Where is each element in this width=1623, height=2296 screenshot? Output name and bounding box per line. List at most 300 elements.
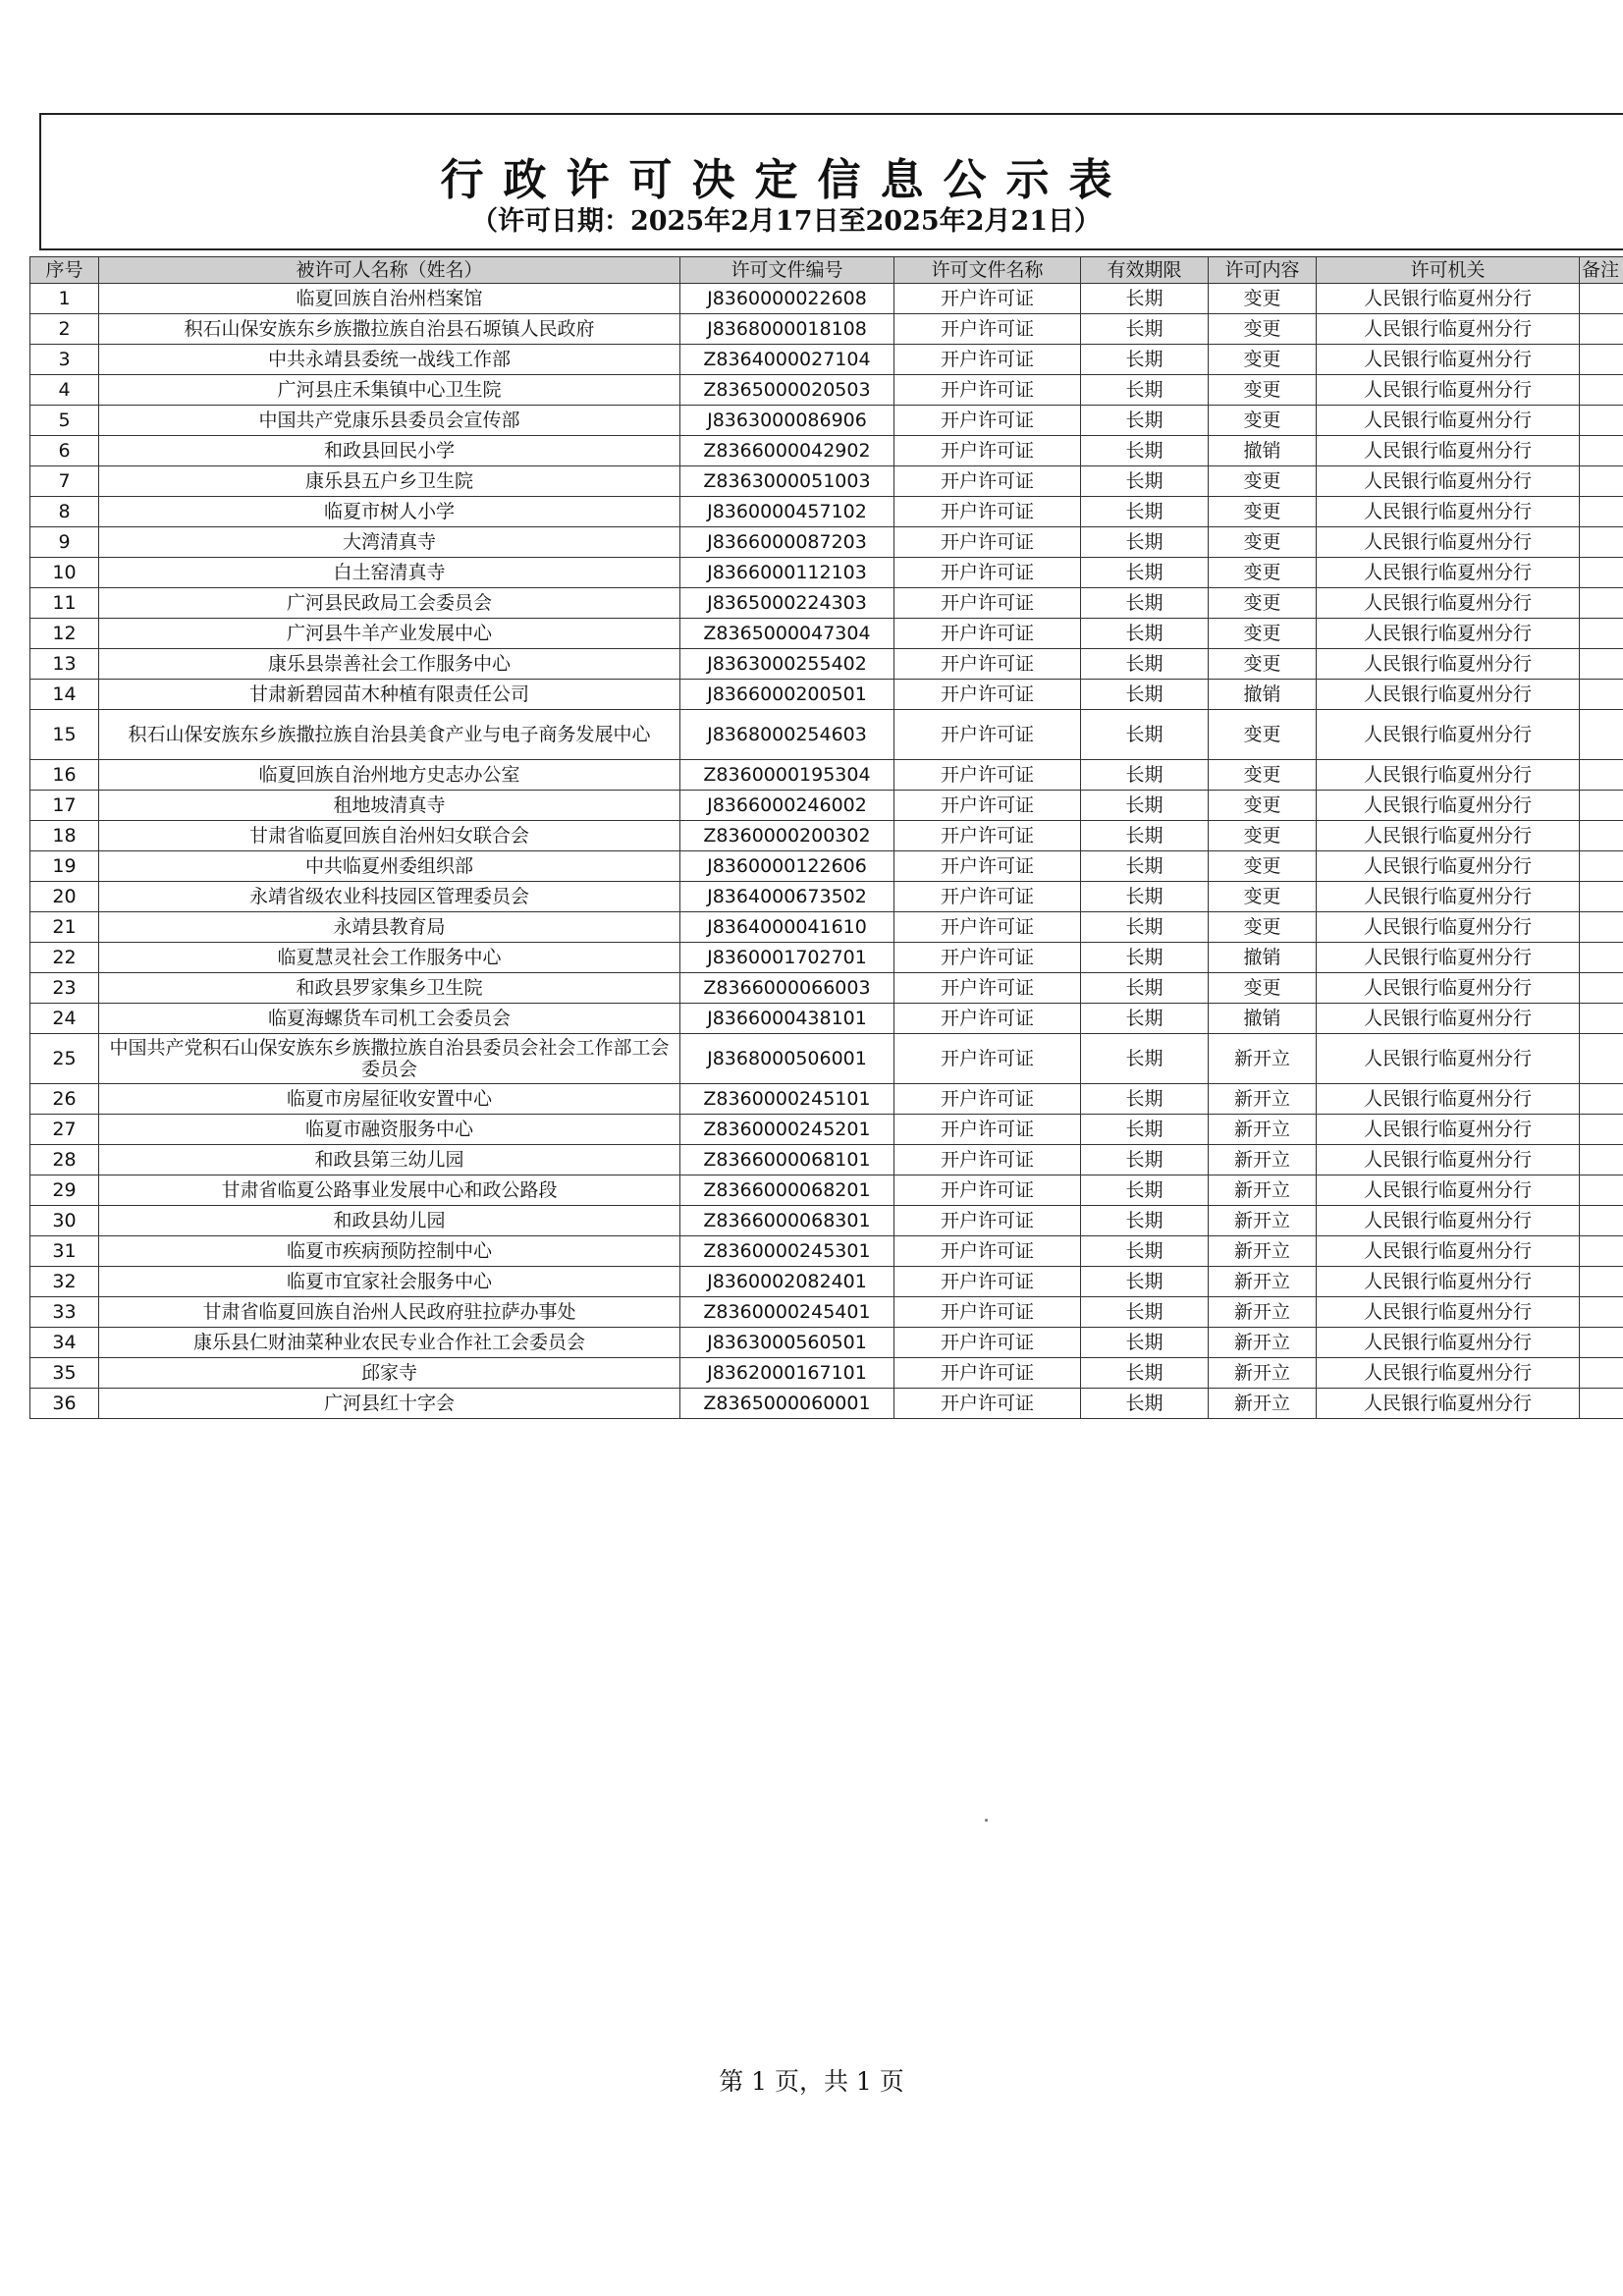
cell-content: 新开立 bbox=[1209, 1115, 1317, 1145]
cell-content: 新开立 bbox=[1209, 1236, 1317, 1267]
cell-no: 4 bbox=[30, 375, 99, 406]
cell-name: 临夏市房屋征收安置中心 bbox=[99, 1084, 680, 1115]
cell-code: J8360002082401 bbox=[680, 1267, 894, 1297]
header-authority: 许可机关 bbox=[1317, 257, 1580, 284]
page-footer: 第 1 页，共 1 页 bbox=[719, 2067, 904, 2096]
cell-authority: 人民银行临夏州分行 bbox=[1317, 284, 1580, 314]
cell-note bbox=[1580, 1175, 1623, 1206]
cell-note bbox=[1580, 1145, 1623, 1175]
cell-doc: 开户许可证 bbox=[894, 619, 1081, 649]
title-frame bbox=[39, 113, 1623, 250]
cell-term: 长期 bbox=[1081, 710, 1209, 760]
cell-content: 新开立 bbox=[1209, 1267, 1317, 1297]
table-row bbox=[30, 345, 1623, 375]
table-row bbox=[30, 466, 1623, 497]
cell-authority: 人民银行临夏州分行 bbox=[1317, 527, 1580, 558]
cell-no: 19 bbox=[30, 851, 99, 882]
cell-name: 广河县庄禾集镇中心卫生院 bbox=[99, 375, 680, 406]
cell-name: 白土窑清真寺 bbox=[99, 558, 680, 588]
cell-doc: 开户许可证 bbox=[894, 497, 1081, 527]
cell-no: 8 bbox=[30, 497, 99, 527]
cell-doc: 开户许可证 bbox=[894, 284, 1081, 314]
cell-note bbox=[1580, 588, 1623, 619]
cell-name: 和政县第三幼儿园 bbox=[99, 1145, 680, 1175]
cell-note bbox=[1580, 436, 1623, 466]
cell-note bbox=[1580, 851, 1623, 882]
cell-authority: 人民银行临夏州分行 bbox=[1317, 1175, 1580, 1206]
table-row bbox=[30, 1034, 1623, 1084]
cell-term: 长期 bbox=[1081, 1206, 1209, 1236]
cell-content: 变更 bbox=[1209, 558, 1317, 588]
cell-term: 长期 bbox=[1081, 1175, 1209, 1206]
table-row bbox=[30, 1145, 1623, 1175]
cell-note bbox=[1580, 1297, 1623, 1328]
cell-authority: 人民银行临夏州分行 bbox=[1317, 1206, 1580, 1236]
cell-no: 16 bbox=[30, 760, 99, 791]
cell-code: J8366000112103 bbox=[680, 558, 894, 588]
cell-term: 长期 bbox=[1081, 851, 1209, 882]
cell-name: 甘肃省临夏回族自治州人民政府驻拉萨办事处 bbox=[99, 1297, 680, 1328]
cell-authority: 人民银行临夏州分行 bbox=[1317, 649, 1580, 680]
table-row bbox=[30, 1115, 1623, 1145]
cell-term: 长期 bbox=[1081, 1358, 1209, 1389]
cell-term: 长期 bbox=[1081, 527, 1209, 558]
table-row bbox=[30, 821, 1623, 851]
cell-name: 邱家寺 bbox=[99, 1358, 680, 1389]
cell-name: 临夏市宜家社会服务中心 bbox=[99, 1267, 680, 1297]
cell-no: 33 bbox=[30, 1297, 99, 1328]
cell-code: J8366000246002 bbox=[680, 791, 894, 821]
cell-term: 长期 bbox=[1081, 791, 1209, 821]
cell-no: 12 bbox=[30, 619, 99, 649]
table-row bbox=[30, 588, 1623, 619]
cell-code: Z8365000047304 bbox=[680, 619, 894, 649]
cell-authority: 人民银行临夏州分行 bbox=[1317, 497, 1580, 527]
cell-code: J8365000224303 bbox=[680, 588, 894, 619]
table-row bbox=[30, 497, 1623, 527]
cell-code: J8368000254603 bbox=[680, 710, 894, 760]
cell-name: 甘肃新碧园苗木种植有限责任公司 bbox=[99, 680, 680, 710]
cell-authority: 人民银行临夏州分行 bbox=[1317, 1004, 1580, 1034]
cell-doc: 开户许可证 bbox=[894, 1206, 1081, 1236]
cell-code: J8363000255402 bbox=[680, 649, 894, 680]
cell-term: 长期 bbox=[1081, 760, 1209, 791]
cell-no: 27 bbox=[30, 1115, 99, 1145]
cell-term: 长期 bbox=[1081, 912, 1209, 943]
cell-no: 5 bbox=[30, 406, 99, 436]
cell-name: 康乐县仁财油菜种业农民专业合作社工会委员会 bbox=[99, 1328, 680, 1358]
cell-code: J8364000041610 bbox=[680, 912, 894, 943]
cell-content: 新开立 bbox=[1209, 1389, 1317, 1419]
cell-doc: 开户许可证 bbox=[894, 588, 1081, 619]
cell-content: 新开立 bbox=[1209, 1297, 1317, 1328]
table-row bbox=[30, 973, 1623, 1004]
cell-note bbox=[1580, 1236, 1623, 1267]
cell-no: 26 bbox=[30, 1084, 99, 1115]
table-row bbox=[30, 851, 1623, 882]
cell-content: 撤销 bbox=[1209, 1004, 1317, 1034]
cell-code: Z8360000200302 bbox=[680, 821, 894, 851]
cell-name: 中共临夏州委组织部 bbox=[99, 851, 680, 882]
cell-name: 临夏市融资服务中心 bbox=[99, 1115, 680, 1145]
table-row bbox=[30, 436, 1623, 466]
cell-code: J8363000560501 bbox=[680, 1328, 894, 1358]
cell-authority: 人民银行临夏州分行 bbox=[1317, 791, 1580, 821]
cell-note bbox=[1580, 619, 1623, 649]
cell-code: Z8366000068101 bbox=[680, 1145, 894, 1175]
cell-name: 积石山保安族东乡族撒拉族自治县美食产业与电子商务发展中心 bbox=[99, 710, 680, 760]
cell-content: 变更 bbox=[1209, 760, 1317, 791]
cell-authority: 人民银行临夏州分行 bbox=[1317, 1328, 1580, 1358]
cell-no: 2 bbox=[30, 314, 99, 345]
table-row bbox=[30, 375, 1623, 406]
cell-doc: 开户许可证 bbox=[894, 1358, 1081, 1389]
cell-note bbox=[1580, 680, 1623, 710]
cell-doc: 开户许可证 bbox=[894, 1389, 1081, 1419]
cell-content: 变更 bbox=[1209, 406, 1317, 436]
document-title: 行政许可决定信息公示表 bbox=[440, 155, 1132, 205]
header-term: 有效期限 bbox=[1081, 257, 1209, 284]
cell-authority: 人民银行临夏州分行 bbox=[1317, 1267, 1580, 1297]
cell-content: 变更 bbox=[1209, 912, 1317, 943]
cell-authority: 人民银行临夏州分行 bbox=[1317, 1358, 1580, 1389]
table-row bbox=[30, 882, 1623, 912]
cell-code: Z8366000042902 bbox=[680, 436, 894, 466]
cell-term: 长期 bbox=[1081, 436, 1209, 466]
cell-note bbox=[1580, 1115, 1623, 1145]
cell-note bbox=[1580, 406, 1623, 436]
cell-term: 长期 bbox=[1081, 619, 1209, 649]
cell-content: 变更 bbox=[1209, 527, 1317, 558]
cell-content: 变更 bbox=[1209, 588, 1317, 619]
cell-code: J8360000457102 bbox=[680, 497, 894, 527]
cell-code: J8364000673502 bbox=[680, 882, 894, 912]
cell-note bbox=[1580, 1084, 1623, 1115]
scan-speck bbox=[985, 1819, 988, 1822]
table-row bbox=[30, 1206, 1623, 1236]
cell-name: 甘肃省临夏回族自治州妇女联合会 bbox=[99, 821, 680, 851]
cell-no: 21 bbox=[30, 912, 99, 943]
cell-name: 租地坡清真寺 bbox=[99, 791, 680, 821]
cell-name: 中国共产党积石山保安族东乡族撒拉族自治县委员会社会工作部工会委员会 bbox=[99, 1034, 680, 1084]
cell-term: 长期 bbox=[1081, 649, 1209, 680]
cell-doc: 开户许可证 bbox=[894, 821, 1081, 851]
cell-code: J8363000086906 bbox=[680, 406, 894, 436]
table-row bbox=[30, 791, 1623, 821]
table-row bbox=[30, 619, 1623, 649]
cell-name: 临夏回族自治州地方史志办公室 bbox=[99, 760, 680, 791]
cell-authority: 人民银行临夏州分行 bbox=[1317, 314, 1580, 345]
table-header-row bbox=[30, 257, 1623, 284]
cell-name: 临夏海螺货车司机工会委员会 bbox=[99, 1004, 680, 1034]
cell-code: Z8365000020503 bbox=[680, 375, 894, 406]
cell-authority: 人民银行临夏州分行 bbox=[1317, 821, 1580, 851]
cell-no: 13 bbox=[30, 649, 99, 680]
cell-note bbox=[1580, 1358, 1623, 1389]
table-row bbox=[30, 284, 1623, 314]
cell-no: 34 bbox=[30, 1328, 99, 1358]
table-row bbox=[30, 558, 1623, 588]
cell-note bbox=[1580, 821, 1623, 851]
cell-term: 长期 bbox=[1081, 1297, 1209, 1328]
cell-doc: 开户许可证 bbox=[894, 791, 1081, 821]
cell-doc: 开户许可证 bbox=[894, 912, 1081, 943]
cell-authority: 人民银行临夏州分行 bbox=[1317, 436, 1580, 466]
cell-code: Z8360000195304 bbox=[680, 760, 894, 791]
cell-content: 新开立 bbox=[1209, 1358, 1317, 1389]
cell-no: 10 bbox=[30, 558, 99, 588]
cell-note bbox=[1580, 466, 1623, 497]
cell-term: 长期 bbox=[1081, 1236, 1209, 1267]
header-no: 序号 bbox=[30, 257, 99, 284]
cell-doc: 开户许可证 bbox=[894, 680, 1081, 710]
cell-doc: 开户许可证 bbox=[894, 1115, 1081, 1145]
cell-no: 31 bbox=[30, 1236, 99, 1267]
cell-note bbox=[1580, 497, 1623, 527]
cell-note bbox=[1580, 284, 1623, 314]
cell-name: 广河县民政局工会委员会 bbox=[99, 588, 680, 619]
cell-content: 新开立 bbox=[1209, 1175, 1317, 1206]
cell-content: 变更 bbox=[1209, 649, 1317, 680]
cell-authority: 人民银行临夏州分行 bbox=[1317, 680, 1580, 710]
cell-term: 长期 bbox=[1081, 1115, 1209, 1145]
cell-code: J8368000018108 bbox=[680, 314, 894, 345]
cell-note bbox=[1580, 345, 1623, 375]
cell-code: J8366000438101 bbox=[680, 1004, 894, 1034]
cell-no: 36 bbox=[30, 1389, 99, 1419]
cell-authority: 人民银行临夏州分行 bbox=[1317, 375, 1580, 406]
cell-code: J8362000167101 bbox=[680, 1358, 894, 1389]
cell-note bbox=[1580, 943, 1623, 973]
table-row bbox=[30, 1084, 1623, 1115]
cell-name: 临夏回族自治州档案馆 bbox=[99, 284, 680, 314]
cell-content: 变更 bbox=[1209, 619, 1317, 649]
cell-authority: 人民银行临夏州分行 bbox=[1317, 973, 1580, 1004]
cell-term: 长期 bbox=[1081, 1034, 1209, 1084]
cell-name: 康乐县崇善社会工作服务中心 bbox=[99, 649, 680, 680]
cell-doc: 开户许可证 bbox=[894, 1175, 1081, 1206]
cell-name: 临夏市树人小学 bbox=[99, 497, 680, 527]
cell-content: 变更 bbox=[1209, 497, 1317, 527]
cell-authority: 人民银行临夏州分行 bbox=[1317, 1115, 1580, 1145]
cell-note bbox=[1580, 649, 1623, 680]
cell-doc: 开户许可证 bbox=[894, 375, 1081, 406]
table-row bbox=[30, 1236, 1623, 1267]
cell-name: 永靖县教育局 bbox=[99, 912, 680, 943]
cell-no: 23 bbox=[30, 973, 99, 1004]
cell-note bbox=[1580, 791, 1623, 821]
table-body bbox=[30, 284, 1623, 1419]
cell-content: 变更 bbox=[1209, 882, 1317, 912]
cell-doc: 开户许可证 bbox=[894, 1297, 1081, 1328]
cell-code: Z8366000068301 bbox=[680, 1206, 894, 1236]
permit-table bbox=[29, 256, 1623, 1419]
cell-no: 25 bbox=[30, 1034, 99, 1084]
cell-name: 永靖省级农业科技园区管理委员会 bbox=[99, 882, 680, 912]
cell-doc: 开户许可证 bbox=[894, 710, 1081, 760]
cell-name: 积石山保安族东乡族撒拉族自治县石塬镇人民政府 bbox=[99, 314, 680, 345]
cell-name: 临夏慧灵社会工作服务中心 bbox=[99, 943, 680, 973]
cell-name: 和政县罗家集乡卫生院 bbox=[99, 973, 680, 1004]
cell-no: 22 bbox=[30, 943, 99, 973]
cell-authority: 人民银行临夏州分行 bbox=[1317, 851, 1580, 882]
header-note: 备注 bbox=[1580, 257, 1623, 284]
table-row bbox=[30, 406, 1623, 436]
cell-note bbox=[1580, 1389, 1623, 1419]
cell-term: 长期 bbox=[1081, 406, 1209, 436]
cell-no: 17 bbox=[30, 791, 99, 821]
cell-content: 变更 bbox=[1209, 851, 1317, 882]
cell-doc: 开户许可证 bbox=[894, 466, 1081, 497]
cell-content: 新开立 bbox=[1209, 1034, 1317, 1084]
cell-doc: 开户许可证 bbox=[894, 1236, 1081, 1267]
cell-code: Z8365000060001 bbox=[680, 1389, 894, 1419]
cell-content: 变更 bbox=[1209, 821, 1317, 851]
cell-no: 1 bbox=[30, 284, 99, 314]
cell-authority: 人民银行临夏州分行 bbox=[1317, 710, 1580, 760]
cell-term: 长期 bbox=[1081, 558, 1209, 588]
cell-term: 长期 bbox=[1081, 882, 1209, 912]
cell-code: Z8360000245201 bbox=[680, 1115, 894, 1145]
cell-doc: 开户许可证 bbox=[894, 1145, 1081, 1175]
cell-doc: 开户许可证 bbox=[894, 882, 1081, 912]
cell-no: 18 bbox=[30, 821, 99, 851]
cell-doc: 开户许可证 bbox=[894, 973, 1081, 1004]
cell-content: 变更 bbox=[1209, 284, 1317, 314]
cell-content: 撤销 bbox=[1209, 680, 1317, 710]
cell-note bbox=[1580, 1034, 1623, 1084]
cell-note bbox=[1580, 1004, 1623, 1034]
table-row bbox=[30, 943, 1623, 973]
cell-content: 变更 bbox=[1209, 345, 1317, 375]
table-row bbox=[30, 1297, 1623, 1328]
cell-note bbox=[1580, 527, 1623, 558]
cell-content: 撤销 bbox=[1209, 436, 1317, 466]
cell-no: 11 bbox=[30, 588, 99, 619]
cell-term: 长期 bbox=[1081, 1389, 1209, 1419]
cell-no: 6 bbox=[30, 436, 99, 466]
cell-note bbox=[1580, 1328, 1623, 1358]
cell-content: 撤销 bbox=[1209, 943, 1317, 973]
cell-content: 变更 bbox=[1209, 314, 1317, 345]
cell-no: 14 bbox=[30, 680, 99, 710]
cell-name: 康乐县五户乡卫生院 bbox=[99, 466, 680, 497]
cell-note bbox=[1580, 760, 1623, 791]
cell-name: 中共永靖县委统一战线工作部 bbox=[99, 345, 680, 375]
cell-code: J8366000087203 bbox=[680, 527, 894, 558]
cell-term: 长期 bbox=[1081, 1328, 1209, 1358]
cell-code: Z8360000245301 bbox=[680, 1236, 894, 1267]
cell-code: J8360000022608 bbox=[680, 284, 894, 314]
cell-doc: 开户许可证 bbox=[894, 558, 1081, 588]
cell-doc: 开户许可证 bbox=[894, 943, 1081, 973]
table-row bbox=[30, 527, 1623, 558]
cell-code: J8368000506001 bbox=[680, 1034, 894, 1084]
cell-authority: 人民银行临夏州分行 bbox=[1317, 558, 1580, 588]
cell-authority: 人民银行临夏州分行 bbox=[1317, 406, 1580, 436]
cell-code: Z8360000245401 bbox=[680, 1297, 894, 1328]
cell-doc: 开户许可证 bbox=[894, 1034, 1081, 1084]
cell-code: Z8364000027104 bbox=[680, 345, 894, 375]
table-row bbox=[30, 649, 1623, 680]
cell-authority: 人民银行临夏州分行 bbox=[1317, 588, 1580, 619]
cell-authority: 人民银行临夏州分行 bbox=[1317, 882, 1580, 912]
cell-doc: 开户许可证 bbox=[894, 1267, 1081, 1297]
cell-term: 长期 bbox=[1081, 466, 1209, 497]
cell-term: 长期 bbox=[1081, 973, 1209, 1004]
cell-content: 变更 bbox=[1209, 466, 1317, 497]
cell-term: 长期 bbox=[1081, 680, 1209, 710]
permit-date-range: （许可日期：2025年2月17日至2025年2月21日） bbox=[470, 206, 1101, 237]
cell-content: 变更 bbox=[1209, 375, 1317, 406]
cell-no: 3 bbox=[30, 345, 99, 375]
cell-content: 变更 bbox=[1209, 710, 1317, 760]
cell-note bbox=[1580, 710, 1623, 760]
cell-name: 和政县幼儿园 bbox=[99, 1206, 680, 1236]
cell-note bbox=[1580, 1206, 1623, 1236]
cell-note bbox=[1580, 314, 1623, 345]
cell-name: 广河县红十字会 bbox=[99, 1389, 680, 1419]
cell-doc: 开户许可证 bbox=[894, 527, 1081, 558]
cell-no: 20 bbox=[30, 882, 99, 912]
cell-doc: 开户许可证 bbox=[894, 649, 1081, 680]
table-row bbox=[30, 912, 1623, 943]
cell-doc: 开户许可证 bbox=[894, 314, 1081, 345]
table-row bbox=[30, 760, 1623, 791]
header-doc: 许可文件名称 bbox=[894, 257, 1081, 284]
cell-doc: 开户许可证 bbox=[894, 1004, 1081, 1034]
table-row bbox=[30, 314, 1623, 345]
cell-doc: 开户许可证 bbox=[894, 760, 1081, 791]
cell-term: 长期 bbox=[1081, 588, 1209, 619]
cell-term: 长期 bbox=[1081, 943, 1209, 973]
cell-code: Z8366000066003 bbox=[680, 973, 894, 1004]
cell-authority: 人民银行临夏州分行 bbox=[1317, 912, 1580, 943]
cell-code: J8366000200501 bbox=[680, 680, 894, 710]
cell-code: Z8360000245101 bbox=[680, 1084, 894, 1115]
table-row bbox=[30, 1267, 1623, 1297]
cell-doc: 开户许可证 bbox=[894, 851, 1081, 882]
cell-doc: 开户许可证 bbox=[894, 406, 1081, 436]
cell-no: 9 bbox=[30, 527, 99, 558]
table-row bbox=[30, 1328, 1623, 1358]
cell-no: 24 bbox=[30, 1004, 99, 1034]
table-row bbox=[30, 710, 1623, 760]
cell-authority: 人民银行临夏州分行 bbox=[1317, 1034, 1580, 1084]
cell-no: 29 bbox=[30, 1175, 99, 1206]
cell-content: 变更 bbox=[1209, 973, 1317, 1004]
cell-note bbox=[1580, 375, 1623, 406]
cell-term: 长期 bbox=[1081, 497, 1209, 527]
cell-note bbox=[1580, 912, 1623, 943]
table-row bbox=[30, 1358, 1623, 1389]
cell-name: 和政县回民小学 bbox=[99, 436, 680, 466]
cell-code: Z8366000068201 bbox=[680, 1175, 894, 1206]
header-name: 被许可人名称（姓名） bbox=[99, 257, 680, 284]
cell-no: 35 bbox=[30, 1358, 99, 1389]
cell-doc: 开户许可证 bbox=[894, 436, 1081, 466]
cell-content: 新开立 bbox=[1209, 1145, 1317, 1175]
cell-term: 长期 bbox=[1081, 1004, 1209, 1034]
cell-name: 中国共产党康乐县委员会宣传部 bbox=[99, 406, 680, 436]
table-row bbox=[30, 1004, 1623, 1034]
cell-doc: 开户许可证 bbox=[894, 1084, 1081, 1115]
cell-term: 长期 bbox=[1081, 314, 1209, 345]
cell-no: 15 bbox=[30, 710, 99, 760]
header-content: 许可内容 bbox=[1209, 257, 1317, 284]
cell-code: J8360000122606 bbox=[680, 851, 894, 882]
cell-note bbox=[1580, 1267, 1623, 1297]
